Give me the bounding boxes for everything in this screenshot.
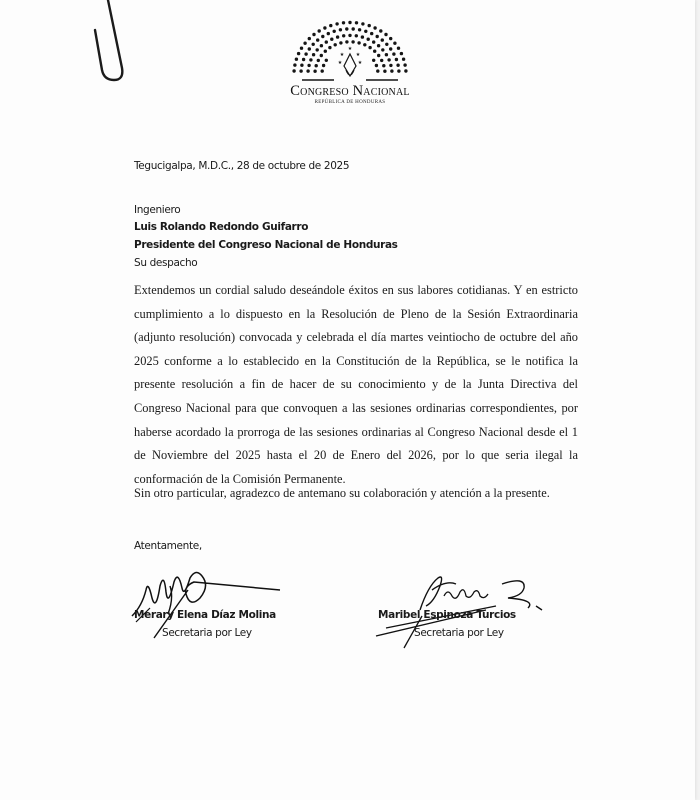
seat-dot (307, 64, 310, 67)
seat-dot (317, 59, 320, 62)
seat-dot (377, 54, 380, 57)
signatory-1-name: Merary Elena Díaz Molina (134, 609, 276, 621)
seat-dot (292, 69, 295, 72)
seat-dot (345, 40, 348, 43)
seat-dot (336, 35, 339, 38)
congress-logo (284, 14, 416, 110)
seat-dot (393, 42, 396, 45)
seat-dot (368, 46, 371, 49)
seat-dot (330, 38, 333, 41)
seat-dot (370, 32, 373, 35)
signatory-2-role: Secretaria por Ley (414, 627, 504, 639)
seat-dot (318, 29, 321, 32)
seat-dot (300, 64, 303, 67)
seat-dot (320, 54, 323, 57)
seat-dot (339, 28, 342, 31)
seat-dot (295, 58, 298, 61)
seat-dot (376, 69, 379, 72)
seat-dot (300, 47, 303, 50)
seat-dot (379, 29, 382, 32)
seat-dot (381, 38, 384, 41)
recipient-office: Su despacho (134, 257, 198, 269)
seat-dot (333, 30, 336, 33)
seat-dot (313, 70, 316, 73)
seat-dot (348, 21, 351, 24)
recipient-name: Luis Rolando Redondo Guifarro (134, 221, 309, 233)
seat-dot (361, 22, 364, 25)
seat-dot (389, 37, 392, 40)
signatory-2-name: Maribel Espinoza Turcios (378, 609, 516, 621)
seat-dot (321, 69, 324, 72)
seat-dot (342, 21, 345, 24)
seat-dot (363, 43, 366, 46)
farewell: Atentamente, (134, 540, 202, 552)
seat-dot (373, 50, 376, 53)
seat-dot (404, 69, 407, 72)
seat-dot (396, 64, 399, 67)
seat-dot (381, 48, 384, 51)
seat-dot (302, 58, 305, 61)
seat-dot (384, 33, 387, 36)
seat-dot (312, 53, 315, 56)
star-icon: ★ (355, 53, 361, 58)
seat-dot (293, 63, 296, 66)
seat-dot (323, 26, 326, 29)
seat-dot (325, 59, 328, 62)
seat-dot (339, 41, 342, 44)
star-icon: ★ (357, 61, 363, 66)
seat-dot (308, 47, 311, 50)
seat-dot (345, 27, 348, 30)
seat-dot (358, 28, 361, 31)
seat-dot (321, 35, 324, 38)
seat-dot (351, 40, 354, 43)
seat-dot (402, 58, 405, 61)
recipient-salutation: Ingeniero (134, 204, 181, 216)
seat-dot (387, 58, 390, 61)
seat-dot (329, 24, 332, 27)
letterhead-title: Congreso Nacional (290, 83, 410, 99)
seat-dot (392, 52, 395, 55)
seat-dot (385, 43, 388, 46)
seat-dot (297, 52, 300, 55)
seat-dot (299, 69, 302, 72)
seat-dot (303, 42, 306, 45)
seat-dot (335, 22, 338, 25)
seat-dot (342, 34, 345, 37)
star-icon: ★ (347, 47, 353, 52)
seat-dot (397, 69, 400, 72)
seat-dot (361, 35, 364, 38)
paperclip-icon (88, 0, 138, 90)
seat-dot (373, 26, 376, 29)
coat-of-arms-icon (344, 54, 356, 76)
seat-dot (308, 37, 311, 40)
seat-dot (368, 24, 371, 27)
date-line: Tegucigalpa, M.D.C., 28 de octubre de 2025 (134, 160, 350, 172)
seat-dot (385, 53, 388, 56)
seat-dot (322, 64, 325, 67)
seat-dot (328, 46, 331, 49)
seat-dot (320, 44, 323, 47)
seat-dot (395, 58, 398, 61)
signatory-1-role: Secretaria por Ley (162, 627, 252, 639)
closing-sentence: Sin otro particular, agradezco de antemano su colaboración y atención a la presente. (134, 486, 550, 500)
seat-dot (316, 38, 319, 41)
seat-dot (355, 34, 358, 37)
seat-dot (375, 64, 378, 67)
seat-dot (383, 70, 386, 73)
seat-dot (357, 41, 360, 44)
seat-dot (390, 69, 393, 72)
seat-dot (372, 59, 375, 62)
seat-dot (352, 27, 355, 30)
seat-dot (377, 44, 380, 47)
seat-dot (325, 40, 328, 43)
seat-dot (316, 48, 319, 51)
seat-dot (372, 40, 375, 43)
seat-dot (315, 64, 318, 67)
letter-body: Extendemos un cordial saludo deseándole éxitos en sus labores cotidianas. Y en estricto cumplimiento a lo dispuesto en la Resolución de Pleno de la Sesión Extraordinaria (adjunto resolución) convocada y celebrada el día martes veintiocho de octubre del año 2025 conforme a lo establecido en la Constitución de la República, se le notifica la presente resolución a fin de hacer de su conocimiento y de la Junta Directiva del Congreso Nacional para que convoquen a las sesiones ordinarias correspondientes, por haberse acordado la prorroga de las sesiones ordinarias al Congreso Nacional desde el 1 de Noviembre del 2025 hasta el 20 de Enero del 2026, por lo que seria ilegal la conformación de la Comisión Permanente. (134, 283, 578, 486)
seat-dot (306, 69, 309, 72)
seat-dot (376, 35, 379, 38)
recipient-title: Presidente del Congreso Nacional de Honduras (134, 239, 398, 251)
star-icon: ★ (339, 53, 345, 58)
seat-dot (304, 52, 307, 55)
seat-dot (312, 33, 315, 36)
seat-dot (348, 34, 351, 37)
seat-dot (397, 47, 400, 50)
seat-dot (389, 47, 392, 50)
seat-dot (389, 64, 392, 67)
seat-dot (334, 43, 337, 46)
seat-dot (400, 52, 403, 55)
seat-dot (364, 30, 367, 33)
seat-dot (324, 50, 327, 53)
seat-dot (382, 64, 385, 67)
letterhead-subtitle: REPÚBLICA DE HONDURAS (314, 100, 386, 105)
seat-dot (327, 32, 330, 35)
seat-dot (380, 59, 383, 62)
star-icon: ★ (337, 61, 343, 66)
seat-dot (309, 58, 312, 61)
seat-dot (355, 21, 358, 24)
seat-dot (367, 38, 370, 41)
hemicycle-seal-icon (284, 14, 416, 82)
seat-dot (312, 43, 315, 46)
seat-dot (403, 63, 406, 66)
